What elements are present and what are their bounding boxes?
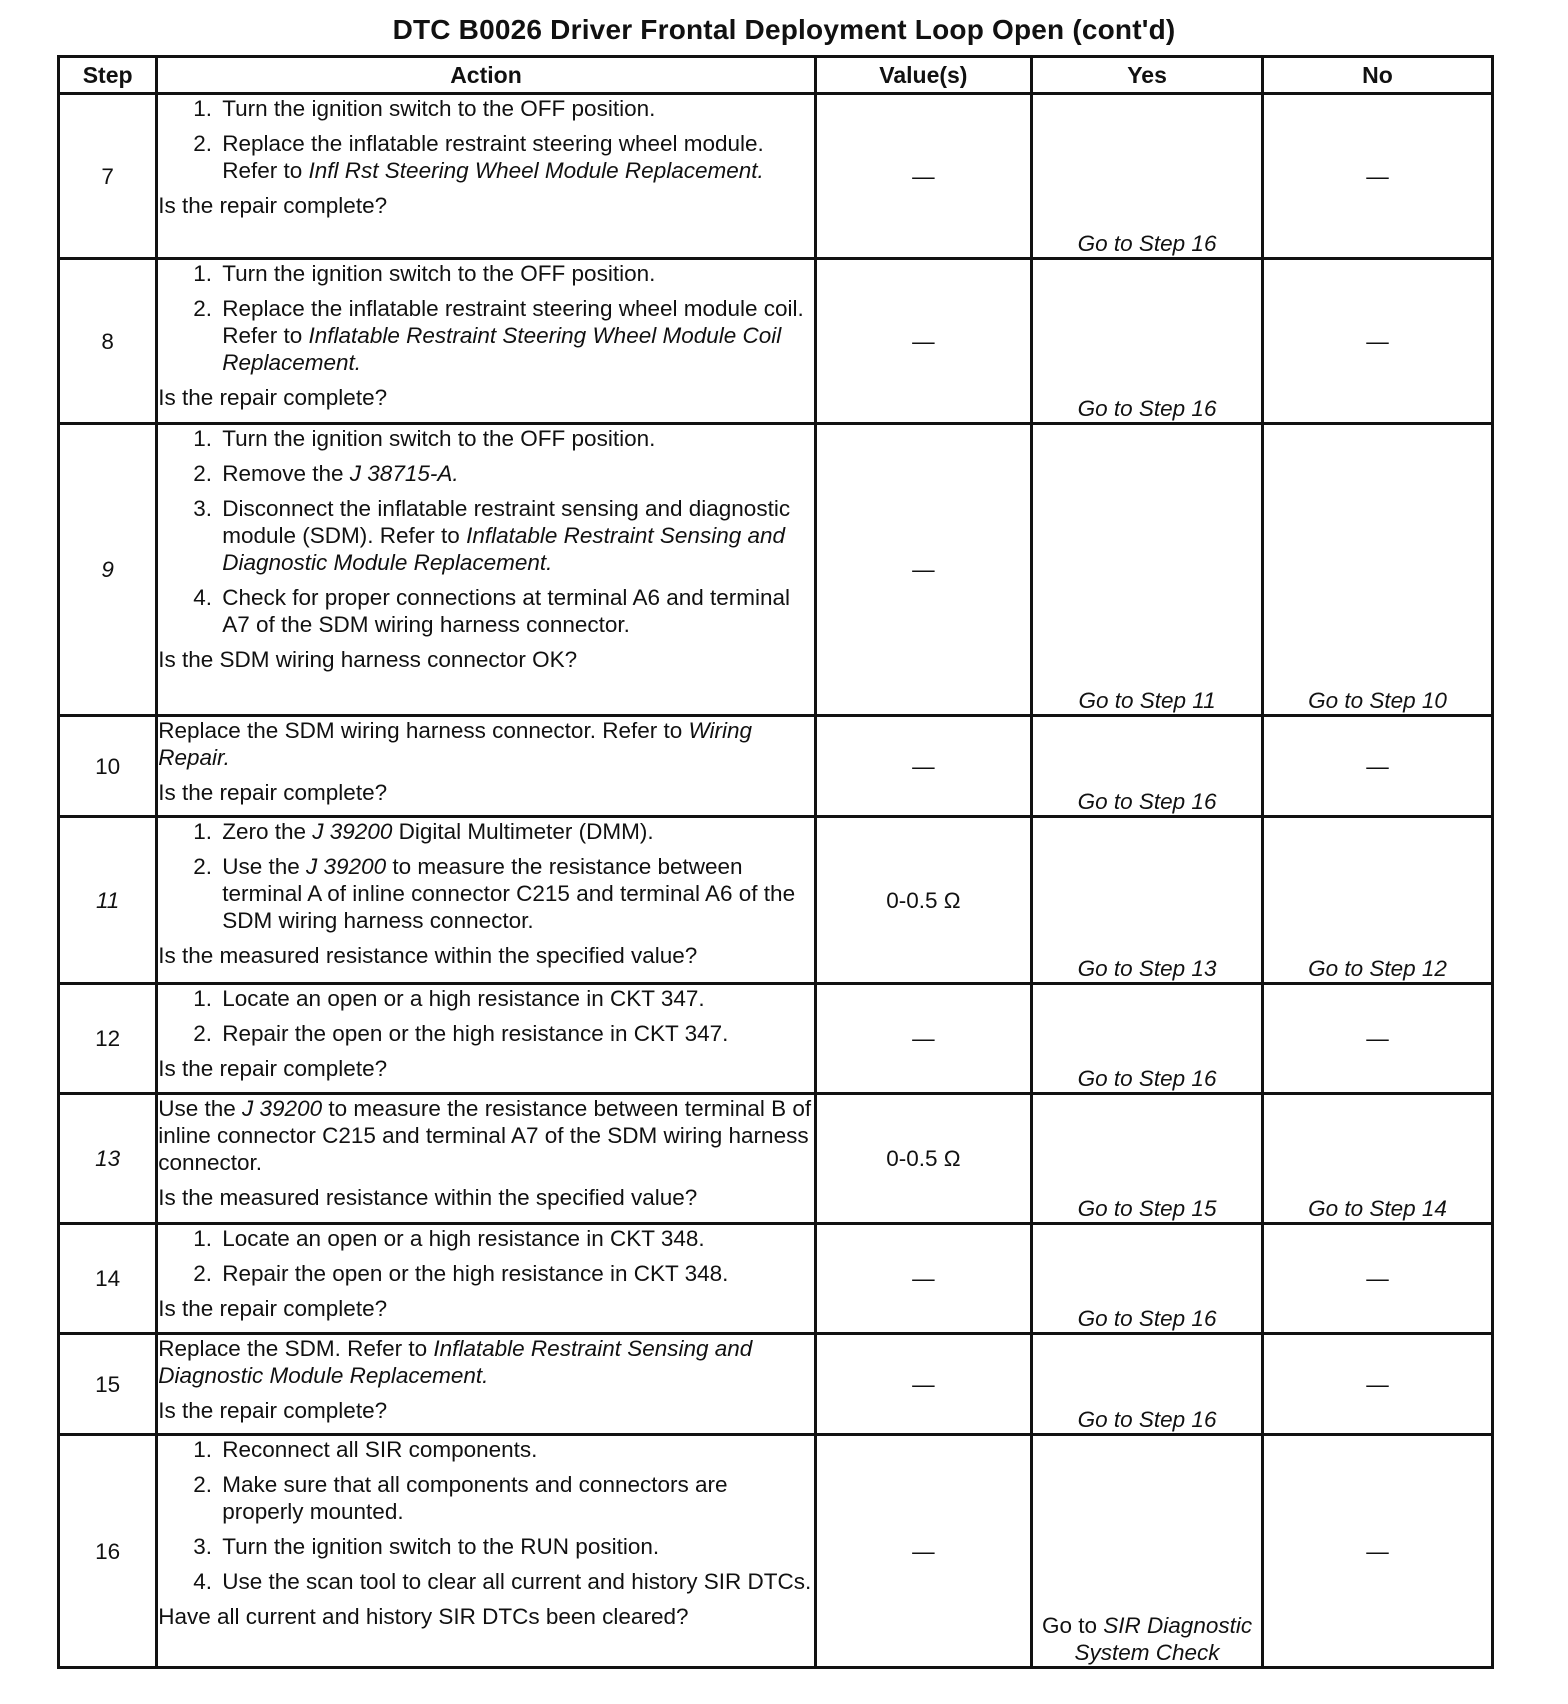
table-row xyxy=(59,1334,1493,1435)
yes-result: Go to Step 11 xyxy=(1032,424,1263,716)
action-text: Replace the inflatable restraint steering wheel module coil. Refer to xyxy=(222,296,804,348)
action-question: Is the measured resistance within the specified value? xyxy=(158,943,698,968)
action-item: 1. Locate an open or a high resistance in CKT 347. xyxy=(218,985,813,1012)
action-item: 1. Locate an open or a high resistance in CKT 348. xyxy=(218,1225,813,1252)
no-result: — xyxy=(1263,94,1493,259)
no-result: — xyxy=(1263,259,1493,424)
column-header-yes: Yes xyxy=(1032,57,1263,94)
step-number: 16 xyxy=(59,1435,157,1668)
no-result: — xyxy=(1263,1435,1493,1668)
step-number: 15 xyxy=(59,1334,157,1435)
column-header-values: Value(s) xyxy=(815,57,1031,94)
procedure-reference: Inflatable Restraint Sensing and Diagnostic Module Replacement. xyxy=(222,523,786,575)
value-cell: — xyxy=(815,424,1031,716)
action-cell xyxy=(157,817,815,984)
action-question: Is the repair complete? xyxy=(158,1056,388,1081)
action-text: Remove the xyxy=(222,461,350,486)
yes-result: Go to Step 16 xyxy=(1032,94,1263,259)
value-cell: — xyxy=(815,1435,1031,1668)
page-title: DTC B0026 Driver Frontal Deployment Loop Open (cont'd) xyxy=(392,14,1176,45)
value-cell: — xyxy=(815,1334,1031,1435)
action-question: Have all current and history SIR DTCs been cleared? xyxy=(158,1604,689,1629)
action-text: Use the xyxy=(158,1096,243,1121)
action-question: Is the repair complete? xyxy=(158,193,388,218)
yes-result-prefix: Go to xyxy=(1041,1613,1104,1638)
action-item: 2. Make sure that all components and connectors are properly mounted. xyxy=(218,1471,813,1525)
action-item xyxy=(218,130,813,184)
table-row xyxy=(59,984,1493,1094)
action-item xyxy=(218,460,813,487)
value-cell: 0-0.5 Ω xyxy=(815,817,1031,984)
action-text: to measure the resistance between terminal A of inline connector C215 and terminal A6 of the SDM wiring harness connector. xyxy=(222,854,796,933)
action-list xyxy=(158,818,813,934)
action-item: 1. Reconnect all SIR components. xyxy=(218,1436,813,1463)
no-result: — xyxy=(1263,1334,1493,1435)
no-result: — xyxy=(1263,984,1493,1094)
action-question: Is the repair complete? xyxy=(158,385,388,410)
action-list xyxy=(158,1436,813,1595)
step-number: 8 xyxy=(59,259,157,424)
step-number: 14 xyxy=(59,1224,157,1334)
action-question: Is the repair complete? xyxy=(158,780,388,805)
action-cell xyxy=(157,1334,815,1435)
step-number: 13 xyxy=(59,1094,157,1224)
action-list xyxy=(158,1225,813,1287)
step-number: 9 xyxy=(59,424,157,716)
table-row xyxy=(59,817,1493,984)
step-number: 11 xyxy=(59,817,157,984)
value-cell: — xyxy=(815,716,1031,817)
tool-reference: J 39200 xyxy=(242,1096,323,1121)
action-item: 1. Turn the ignition switch to the OFF position. xyxy=(218,425,813,452)
action-cell xyxy=(157,1224,815,1334)
no-result: — xyxy=(1263,1224,1493,1334)
tool-reference: J 38715-A. xyxy=(349,461,459,486)
action-cell xyxy=(157,1435,815,1668)
column-header-step: Step xyxy=(59,57,157,94)
value-cell: — xyxy=(815,1224,1031,1334)
diagnostic-table xyxy=(57,55,1494,1669)
yes-result: Go to Step 15 xyxy=(1032,1094,1263,1224)
value-cell: — xyxy=(815,94,1031,259)
action-list xyxy=(158,985,813,1047)
action-item: 2. Repair the open or the high resistance in CKT 347. xyxy=(218,1020,813,1047)
yes-result xyxy=(1032,1435,1263,1668)
column-header-action: Action xyxy=(157,57,815,94)
table-row xyxy=(59,1435,1493,1668)
action-text: Disconnect the inflatable restraint sensing and diagnostic module (SDM). Refer to xyxy=(222,496,791,548)
no-result: — xyxy=(1263,716,1493,817)
action-item: 4. Use the scan tool to clear all current and history SIR DTCs. xyxy=(218,1568,813,1595)
column-header-no: No xyxy=(1263,57,1493,94)
action-paragraph xyxy=(158,1095,813,1176)
action-paragraph xyxy=(158,717,813,771)
action-cell xyxy=(157,984,815,1094)
table-header-row xyxy=(59,57,1493,94)
table-row xyxy=(59,716,1493,817)
action-text: Use the xyxy=(222,854,307,879)
action-text: Replace the SDM. Refer to xyxy=(158,1336,434,1361)
table-row xyxy=(59,1224,1493,1334)
no-result: Go to Step 10 xyxy=(1263,424,1493,716)
value-cell: — xyxy=(815,984,1031,1094)
diagnostic-reference: SIR Diagnostic System Check xyxy=(1074,1613,1253,1665)
procedure-reference: Wiring Repair. xyxy=(158,718,753,770)
no-result: Go to Step 14 xyxy=(1263,1094,1493,1224)
procedure-reference: Inflatable Restraint Steering Wheel Module Coil Replacement. xyxy=(222,323,782,375)
yes-result: Go to Step 16 xyxy=(1032,1334,1263,1435)
table-row xyxy=(59,259,1493,424)
yes-result: Go to Step 16 xyxy=(1032,716,1263,817)
yes-result: Go to Step 16 xyxy=(1032,1224,1263,1334)
procedure-reference: Infl Rst Steering Wheel Module Replacement. xyxy=(308,158,764,183)
action-list xyxy=(158,260,813,376)
table-row xyxy=(59,1094,1493,1224)
action-item xyxy=(218,853,813,934)
action-item: 4. Check for proper connections at terminal A6 and terminal A7 of the SDM wiring harness connector. xyxy=(218,584,813,638)
action-cell xyxy=(157,94,815,259)
action-cell xyxy=(157,259,815,424)
action-text: Replace the inflatable restraint steering wheel module. Refer to xyxy=(222,131,764,183)
yes-result: Go to Step 16 xyxy=(1032,984,1263,1094)
action-question: Is the measured resistance within the specified value? xyxy=(158,1185,698,1210)
tool-reference: J 39200 xyxy=(312,819,393,844)
action-item xyxy=(218,818,813,845)
yes-result: Go to Step 13 xyxy=(1032,817,1263,984)
action-item xyxy=(218,295,813,376)
action-list xyxy=(158,95,813,184)
step-number: 10 xyxy=(59,716,157,817)
action-question: Is the repair complete? xyxy=(158,1296,388,1321)
action-paragraph xyxy=(158,1335,813,1389)
action-text: Digital Multimeter (DMM). xyxy=(392,819,654,844)
procedure-reference: Inflatable Restraint Sensing and Diagnostic Module Replacement. xyxy=(158,1336,753,1388)
step-number: 7 xyxy=(59,94,157,259)
action-cell xyxy=(157,716,815,817)
action-item: 1. Turn the ignition switch to the OFF position. xyxy=(218,260,813,287)
value-cell: 0-0.5 Ω xyxy=(815,1094,1031,1224)
table-row xyxy=(59,424,1493,716)
action-item: 2. Repair the open or the high resistance in CKT 348. xyxy=(218,1260,813,1287)
action-list xyxy=(158,425,813,638)
no-result: Go to Step 12 xyxy=(1263,817,1493,984)
step-number: 12 xyxy=(59,984,157,1094)
action-item: 1. Turn the ignition switch to the OFF position. xyxy=(218,95,813,122)
action-item xyxy=(218,495,813,576)
action-text: to measure the resistance between terminal B of inline connector C215 and terminal A7 of the SDM wiring harness connector. xyxy=(158,1096,812,1175)
action-cell xyxy=(157,1094,815,1224)
yes-result: Go to Step 16 xyxy=(1032,259,1263,424)
value-cell: — xyxy=(815,259,1031,424)
action-question: Is the SDM wiring harness connector OK? xyxy=(158,647,578,672)
action-item: 3. Turn the ignition switch to the RUN position. xyxy=(218,1533,813,1560)
table-row xyxy=(59,94,1493,259)
action-text: Zero the xyxy=(222,819,313,844)
action-question: Is the repair complete? xyxy=(158,1398,388,1423)
tool-reference: J 39200 xyxy=(306,854,387,879)
action-text: Replace the SDM wiring harness connector. Refer to xyxy=(158,718,689,743)
action-cell xyxy=(157,424,815,716)
